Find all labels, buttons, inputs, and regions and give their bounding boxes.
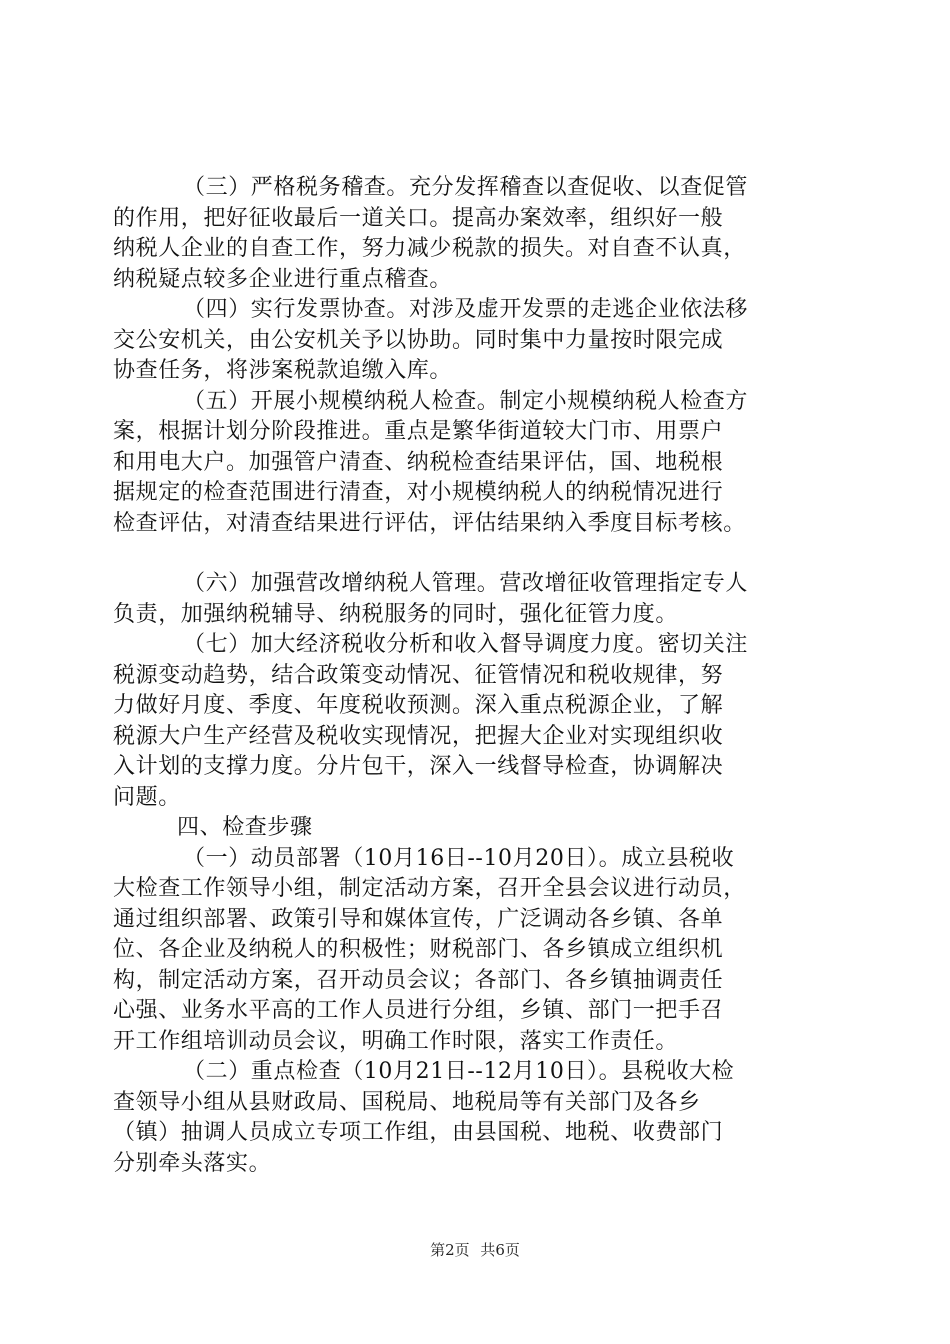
para-3-line-3: 纳税人企业的自查工作，努力减少税款的损失。对自查不认真， — [113, 236, 746, 261]
para-7-line-5: 入计划的支撑力度。分片包干，深入一线督导检查，协调解决 — [113, 754, 724, 779]
paragraph-gap — [113, 539, 845, 569]
para-3-line-4: 纳税疑点较多企业进行重点稽查。 — [113, 266, 453, 292]
step-1-line-1: （一）动员部署（10月16日--10月20日）。成立县税收 — [183, 845, 735, 871]
para-7-line-6: 问题。 — [113, 784, 181, 810]
para-4-line-3: 协查任务，将涉案税款追缴入库。 — [113, 358, 453, 383]
step-2-line-4: 分别牵头落实。 — [113, 1150, 272, 1176]
para-7-line-2: 税源变动趋势，结合政策变动情况、征管情况和税收规律，努 — [113, 662, 724, 688]
step-1-line-6: 心强、业务水平高的工作人员进行分组，乡镇、部门一把手召 — [113, 998, 724, 1023]
para-5-line-3: 和用电大户。加强管户清查、纳税检查结果评估，国、地税根 — [113, 449, 724, 475]
para-3-line-2: 的作用，把好征收最后一道关口。提高办案效率，组织好一般 — [113, 205, 724, 231]
step-2-line-2: 查领导小组从县财政局、国税局、地税局等有关部门及各乡 — [113, 1089, 701, 1115]
page-total: 共6页 — [480, 1241, 520, 1259]
step-1-line-3: 通过组织部署、政策引导和媒体宣传，广泛调动各乡镇、各单 — [113, 906, 724, 932]
para-4-line-2: 交公安机关，由公安机关予以协助。同时集中力量按时限完成 — [113, 327, 724, 353]
page-number: 第2页 — [430, 1241, 470, 1259]
step-1-line-5: 构，制定活动方案，召开动员会议；各部门、各乡镇抽调责任 — [113, 967, 724, 993]
para-7-line-1: （七）加大经济税收分析和收入督导调度力度。密切关注 — [183, 632, 749, 657]
para-5-line-5: 检查评估，对清查结果进行评估，评估结果纳入季度目标考核。 — [113, 510, 746, 536]
para-4-line-1: （四）实行发票协查。对涉及虚开发票的走逃企业依法移 — [183, 297, 749, 322]
para-7-line-3: 力做好月度、季度、年度税收预测。深入重点税源企业，了解 — [113, 693, 724, 718]
document-body — [113, 173, 845, 1179]
step-2-line-1: （二）重点检查（10月21日--12月10日）。县税收大检 — [183, 1059, 735, 1084]
para-5-line-2: 案，根据计划分阶段推进。重点是繁华街道较大门市、用票户 — [113, 419, 724, 444]
para-7-line-4: 税源大户生产经营及税收实现情况，把握大企业对实现组织收 — [113, 723, 724, 749]
step-2-line-3: （镇）抽调人员成立专项工作组，由县国税、地税、收费部门 — [113, 1120, 724, 1145]
section-heading: 四、检查步骤 — [177, 815, 313, 840]
page-footer — [0, 1240, 950, 1260]
para-3-line-1: （三）严格税务稽查。充分发挥稽查以查促收、以查促管 — [183, 175, 749, 200]
step-1-line-4: 位、各企业及纳税人的积极性；财税部门、各乡镇成立组织机 — [113, 937, 724, 962]
step-1-line-7: 开工作组培训动员会议，明确工作时限，落实工作责任。 — [113, 1028, 679, 1054]
step-1-line-2: 大检查工作领导小组，制定活动方案，召开全县会议进行动员， — [113, 876, 746, 901]
para-6-line-1: （六）加强营改增纳税人管理。营改增征收管理指定专人 — [183, 571, 749, 596]
para-5-line-4: 据规定的检查范围进行清查，对小规模纳税人的纳税情况进行 — [113, 480, 724, 505]
para-6-line-2: 负责，加强纳税辅导、纳税服务的同时，强化征管力度。 — [113, 601, 679, 627]
para-5-line-1: （五）开展小规模纳税人检查。制定小规模纳税人检查方 — [183, 388, 749, 414]
